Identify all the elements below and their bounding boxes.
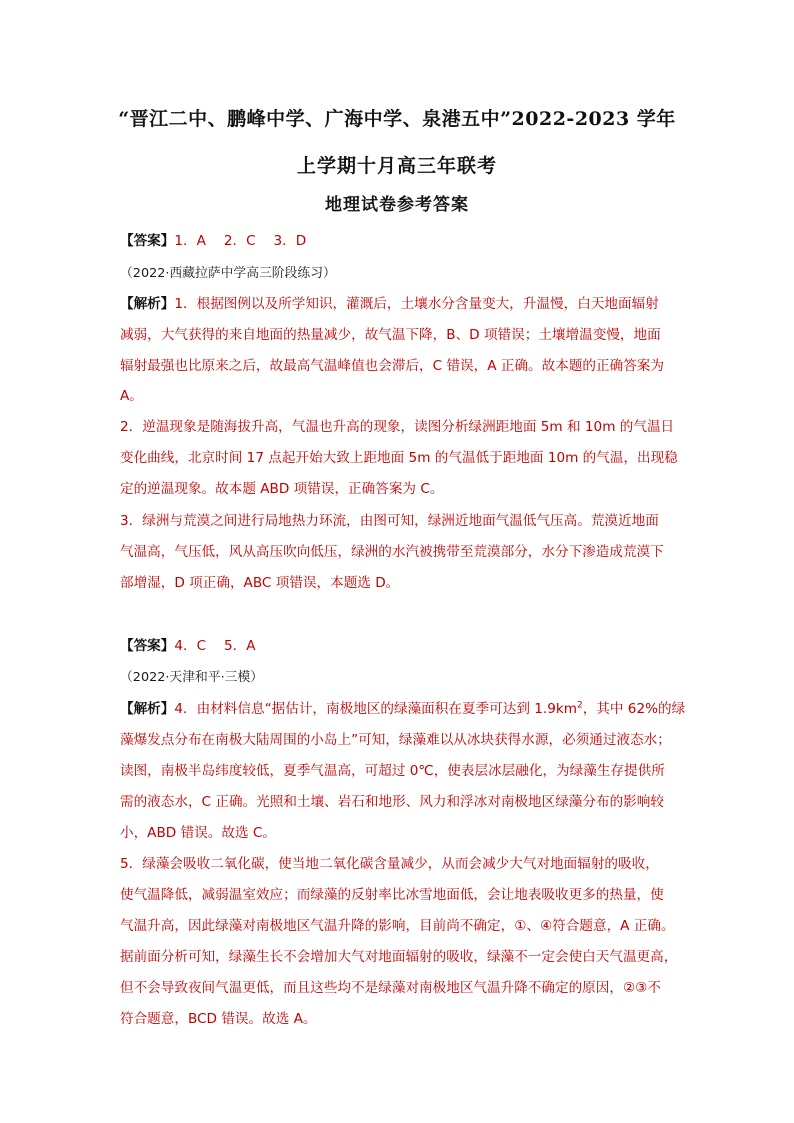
explanation-text: 气温升高，因此绿藻对南极地区气温升降的影响，目前尚不确定， bbox=[120, 918, 515, 934]
highlight-options: ②③不 bbox=[622, 980, 661, 996]
exam-title-line2: 上学期十月高三年联考 bbox=[296, 155, 497, 177]
explanation-line bbox=[120, 976, 680, 996]
answer-tag: 【答案】 bbox=[120, 233, 175, 249]
explanation-line: 5．绿藻会吸收二氧化碳，使当地二氧化碳含量减少，从而会减少大气对地面辐射的吸收， bbox=[120, 856, 659, 872]
highlight-options: 符合题意 bbox=[120, 1011, 175, 1027]
explanation-text: ，其中 62%的绿 bbox=[582, 701, 686, 717]
explanation-text: 1．根据图例以及所学知识，灌溉后，土壤水分含量变大，升温慢，白天地面辐射 bbox=[174, 296, 659, 312]
explanation-line: 气温高，气压低，风从高压吹向低压，绿洲的水汽被携带至荒漠部分，水分下渗造成荒漠下 bbox=[120, 544, 664, 560]
answer-values: 4．C 5．A bbox=[174, 638, 256, 654]
source-note: （2022·天津和平·三模） bbox=[120, 670, 264, 685]
explanation-line: 使气温降低，减弱温室效应；而绿藻的反射率比冰雪地面低，会让地表吸收更多的热量，使 bbox=[120, 887, 664, 903]
exam-title-line1: “晋江二中、鹏峰中学、广海中学、泉港五中”2022-2023 学年 bbox=[118, 108, 676, 130]
explanation-tag: 【解析】 bbox=[120, 701, 175, 717]
answer-row-1 bbox=[120, 229, 680, 249]
document-title: 地理试卷参考答案 bbox=[325, 195, 469, 215]
explanation-line: 变化曲线，北京时间 17 点起开始大致上距地面 5m 的气温低于距地面 10m 的气温，出现稳 bbox=[120, 450, 678, 466]
answer-values: 1．A 2．C 3．D bbox=[174, 233, 307, 249]
explanation-line: 需的液态水，C 正确。光照和土壤、岩石和地形、风力和浮冰对南极地区绿藻分布的影响较 bbox=[120, 794, 664, 810]
source-note: （2022·西藏拉萨中学高三阶段练习） bbox=[120, 266, 336, 281]
explanation-line: 定的逆温现象。故本题 ABD 项错误，正确答案为 C。 bbox=[120, 481, 444, 497]
explanation-line bbox=[120, 1007, 680, 1027]
superscript: 2 bbox=[576, 700, 583, 711]
explanation-line bbox=[120, 697, 686, 717]
explanation-line: 减弱，大气获得的来自地面的热量减少，故气温下降，B、D 项错误；土壤增温变慢，地面 bbox=[120, 327, 661, 343]
explanation-text: ，A 正确。 bbox=[606, 918, 675, 934]
explanation-line: 2．逆温现象是随海拔升高，气温也升高的现象，读图分析绿洲距地面 5m 和 10m 的气温日 bbox=[120, 419, 675, 435]
explanation-line: 据前面分析可知，绿藻生长不会增加大气对地面辐射的吸收，绿藻不一定会使白天气温更高， bbox=[120, 949, 678, 965]
explanation-line bbox=[120, 914, 680, 934]
explanation-line: 藻爆发点分布在南极大陆周围的小岛上”可知，绿藻难以从冰块获得水源，必须通过液态水； bbox=[120, 732, 671, 748]
explanation-line bbox=[120, 292, 680, 312]
explanation-line: 小，ABD 错误。故选 C。 bbox=[120, 825, 276, 841]
highlight-options: ①、④符合题意 bbox=[514, 918, 607, 934]
answer-row-2 bbox=[120, 634, 680, 654]
explanation-text: 但不会导致夜间气温更低，而且这些均不是绿藻对南极地区气温升降不确定的原因， bbox=[120, 980, 623, 996]
explanation-line: 部增湿，D 项正确，ABC 项错误，本题选 D。 bbox=[120, 575, 400, 591]
explanation-line: 辐射最强也比原来之后，故最高气温峰值也会滞后，C 错误，A 正确。故本题的正确答案为 bbox=[120, 358, 664, 374]
explanation-text: 4．由材料信息“据估计，南极地区的绿藻面积在夏季可达到 1.9km bbox=[174, 701, 577, 717]
answer-tag: 【答案】 bbox=[120, 638, 175, 654]
explanation-text: ，BCD 错误。故选 A。 bbox=[174, 1011, 317, 1027]
explanation-line: 读图，南极半岛纬度较低，夏季气温高，可超过 0℃，使表层冰层融化，为绿藻生存提供所 bbox=[120, 763, 665, 779]
explanation-tag: 【解析】 bbox=[120, 296, 175, 312]
explanation-line: A。 bbox=[120, 388, 143, 404]
explanation-line: 3．绿洲与荒漠之间进行局地热力环流，由图可知，绿洲近地面气温低气压高。荒漠近地面 bbox=[120, 513, 659, 529]
